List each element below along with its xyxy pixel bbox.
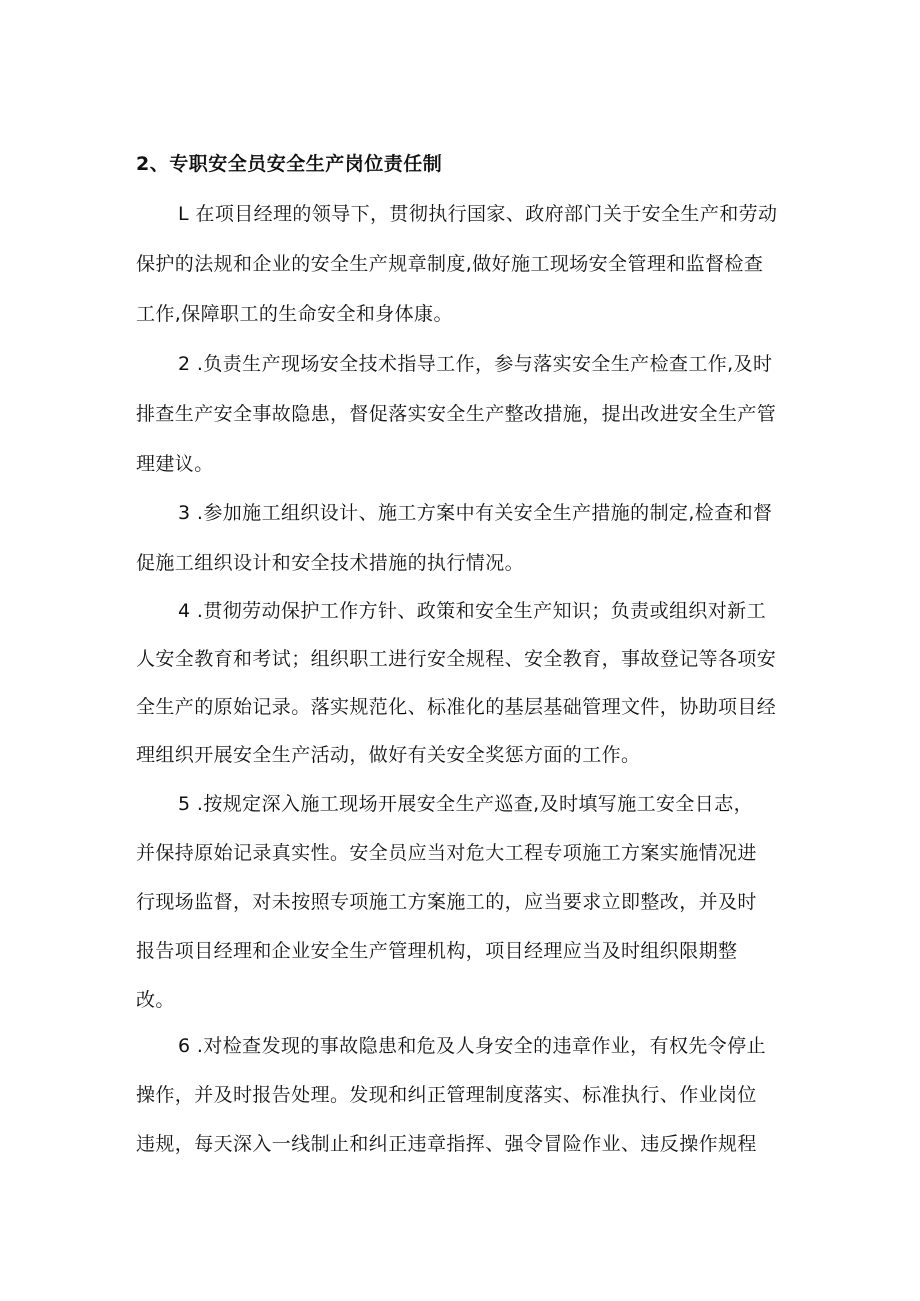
paragraph-5-line-1: 5 .按规定深入施工现场开展安全生产巡查,及时填写施工安全日志， bbox=[178, 793, 754, 815]
paragraph-2-line-2: 排查生产安全事故隐患，督促落实安全生产整改措施，提出改进安全生产管 bbox=[136, 403, 777, 425]
paragraph-2-line-3: 理建议。 bbox=[136, 453, 214, 475]
section-heading: 2、专职安全员安全生产岗位责任制 bbox=[136, 153, 443, 175]
paragraph-1-line-3: 工作,保障职工的生命安全和身体康。 bbox=[136, 303, 453, 325]
paragraph-5-line-3: 行现场监督，对未按照专项施工方案施工的，应当要求立即整改，并及时 bbox=[136, 891, 757, 913]
paragraph-6-line-3: 违规，每天深入一线制止和纠正违章指挥、强令冒险作业、违反操作规程 bbox=[136, 1133, 757, 1155]
paragraph-3-line-2: 促施工组织设计和安全技术措施的执行情况。 bbox=[136, 552, 525, 574]
paragraph-6-line-2: 操作，并及时报告处理。发现和纠正管理制度落实、标准执行、作业岗位 bbox=[136, 1084, 757, 1106]
paragraph-3-line-1: 3 .参加施工组织设计、施工方案中有关安全生产措施的制定,检查和督 bbox=[178, 502, 773, 524]
paragraph-1-line-1: L 在项目经理的领导下，贯彻执行国家、政府部门关于安全生产和劳动 bbox=[178, 203, 778, 225]
paragraph-5-line-5: 改。 bbox=[136, 989, 175, 1011]
paragraph-4-line-2: 人安全教育和考试；组织职工进行安全规程、安全教育，事故登记等各项安 bbox=[136, 648, 777, 670]
paragraph-5-line-4: 报告项目经理和企业安全生产管理机构，项目经理应当及时组织限期整 bbox=[136, 940, 738, 962]
paragraph-4-line-4: 理组织开展安全生产活动，做好有关安全奖惩方面的工作。 bbox=[136, 744, 641, 766]
paragraph-2-line-1: 2 .负责生产现场安全技术指导工作，参与落实安全生产检查工作,及时 bbox=[178, 353, 773, 375]
paragraph-1-line-2: 保护的法规和企业的安全生产规章制度,做好施工现场安全管理和监督检查 bbox=[136, 253, 764, 275]
paragraph-5-line-2: 并保持原始记录真实性。安全员应当对危大工程专项施工方案实施情况进 bbox=[136, 842, 757, 864]
paragraph-4-line-3: 全生产的原始记录。落实规范化、标准化的基层基础管理文件，协助项目经 bbox=[136, 696, 777, 718]
paragraph-6-line-1: 6 .对检查发现的事故隐患和危及人身安全的违章作业，有权先令停止 bbox=[178, 1035, 766, 1057]
paragraph-4-line-1: 4 .贯彻劳动保护工作方针、政策和安全生产知识；负责或组织对新工 bbox=[178, 600, 766, 622]
